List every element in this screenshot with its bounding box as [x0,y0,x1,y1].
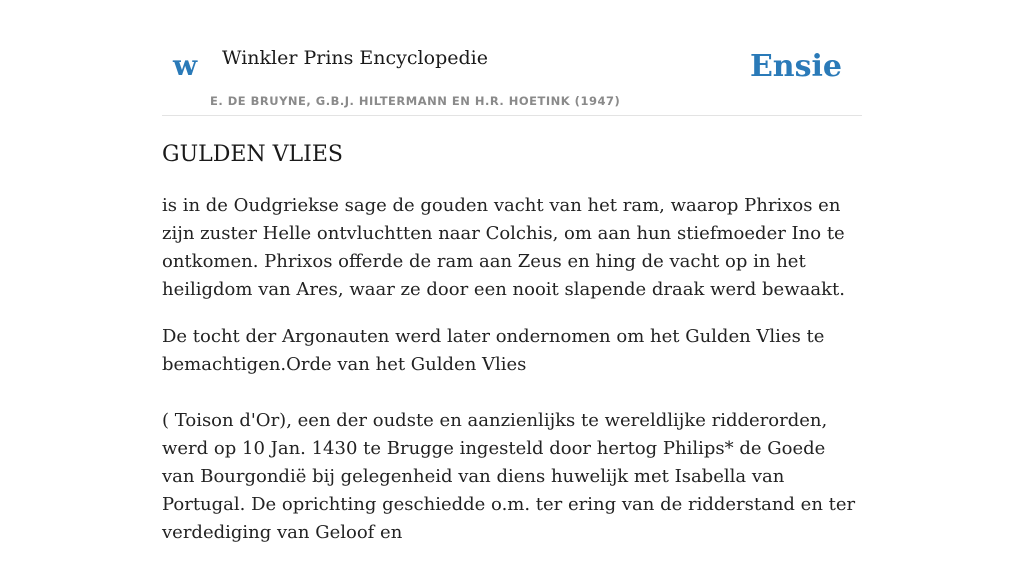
entry-paragraph: is in de Oudgriekse sage de gouden vacht van het ram, waarop Phrixos en zijn zuster Helle ontvluchtten naar Colchis, om aan hun stiefmoeder Ino te ontkomen. Phrixos offerde de ram aan Zeus en hing de vacht op in het heiligdom van Ares, waar ze door een nooit slapende draak werd bewaakt. [162,195,845,300]
authors-byline: E. DE BRUYNE, G.B.J. HILTERMANN EN H.R. HOETINK (1947) [210,94,621,108]
site-title[interactable]: Winkler Prins Encyclopedie [222,47,488,69]
entry-content [162,140,862,566]
site-header [162,0,862,116]
entry-title: GULDEN VLIES [162,142,343,167]
ensie-logo-link[interactable]: Ensie [749,49,842,84]
winkler-prins-logo[interactable]: w [173,49,198,82]
entry-paragraph: ( Toison d'Or), een der oudste en aanzienlijks te wereldlijke ridderorden, werd op 10 Jan. 1430 te Brugge ingesteld door hertog Philips* de Goede van Bourgondië bij gelegenheid van diens huwelijk met Isabella van Portugal. De oprichting geschiedde o.m. ter ering van de ridderstand en ter verdediging van Geloof en [162,410,856,543]
entry-paragraph: De tocht der Argonauten werd later ondernomen om het Gulden Vlies te bemachtigen.Orde van het Gulden Vlies [162,326,825,375]
